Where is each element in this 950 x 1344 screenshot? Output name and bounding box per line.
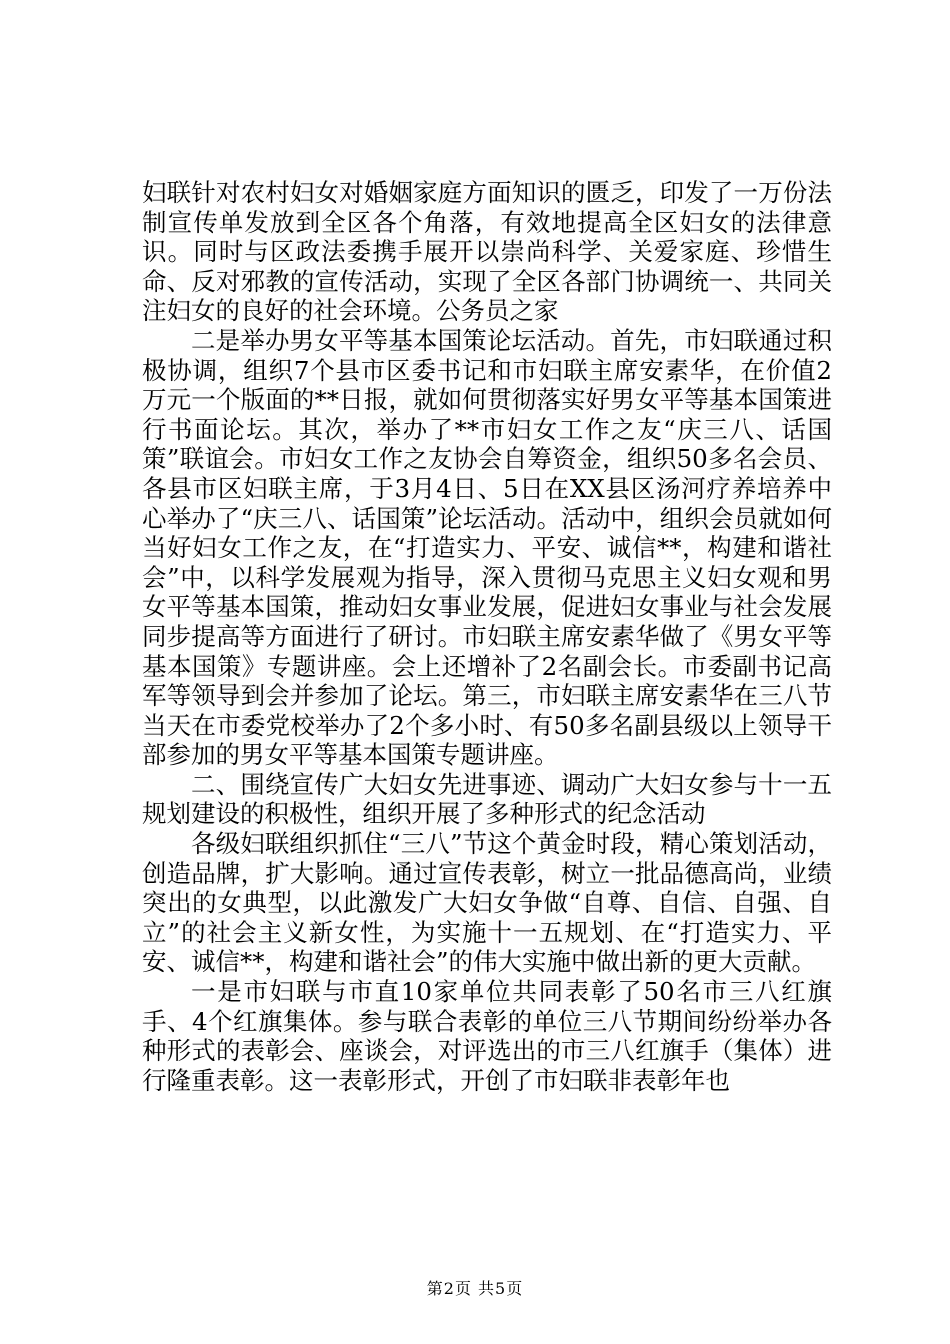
- paragraph-commendation: 一是市妇联与市直10家单位共同表彰了50名市三八红旗手、4个红旗集体。参与联合表彰的单位三八节期间纷纷举办各种形式的表彰会、座谈会，对评选出的市三八红旗手（集体）进行隆重表彰。这一表彰形式，开创了市妇联非表彰年也: [142, 977, 832, 1095]
- page-number-footer: 第2页 共5页: [426, 1279, 524, 1298]
- section-heading-two: 二、围绕宣传广大妇女先进事迹、调动广大妇女参与十一五规划建设的积极性，组织开展了多种形式的纪念活动: [142, 769, 832, 829]
- paragraph-continuation: 妇联针对农村妇女对婚姻家庭方面知识的匮乏，印发了一万份法制宣传单发放到全区各个角落，有效地提高全区妇女的法律意识。同时与区政法委携手展开以崇尚科学、关爱家庭、珍惜生命、反对邪教的宣传活动，实现了全区各部门协调统一、共同关注妇女的良好的社会环境。公务员之家: [142, 178, 832, 326]
- paragraph-commemoration: 各级妇联组织抓住“三八”节这个黄金时段，精心策划活动，创造品牌，扩大影响。通过宣传表彰，树立一批品德高尚，业绩突出的女典型，以此激发广大妇女争做“自尊、自信、自强、自立”的社会主义新女性，为实施十一五规划、在“打造实力、平安、诚信**，构建和谐社会”的伟大实施中做出新的更大贡献。: [142, 829, 832, 977]
- paragraph-forum-activity: 二是举办男女平等基本国策论坛活动。首先，市妇联通过积极协调，组织7个县市区委书记和市妇联主席安素华，在价值2万元一个版面的**日报，就如何贯彻落实好男女平等基本国策进行书面论坛。其次，举办了**市妇女工作之友“庆三八、话国策”联谊会。市妇女工作之友协会自筹资金，组织50多名会员、各县市区妇联主席，于3月4日、5日在XX县区汤河疗养培养中心举办了“庆三八、话国策”论坛活动。活动中，组织会员就如何当好妇女工作之友，在“打造实力、平安、诚信**，构建和谐社会”中，以科学发展观为指导，深入贯彻马克思主义妇女观和男女平等基本国策，推动妇女事业发展，促进妇女事业与社会发展同步提高等方面进行了研讨。市妇联主席安素华做了《男女平等基本国策》专题讲座。会上还增补了2名副会长。市委副书记高军等领导到会并参加了论坛。第三，市妇联主席安素华在三八节当天在市委党校举办了2个多小时、有50多名副县级以上领导干部参加的男女平等基本国策专题讲座。: [142, 325, 832, 770]
- document-body: [142, 178, 832, 1095]
